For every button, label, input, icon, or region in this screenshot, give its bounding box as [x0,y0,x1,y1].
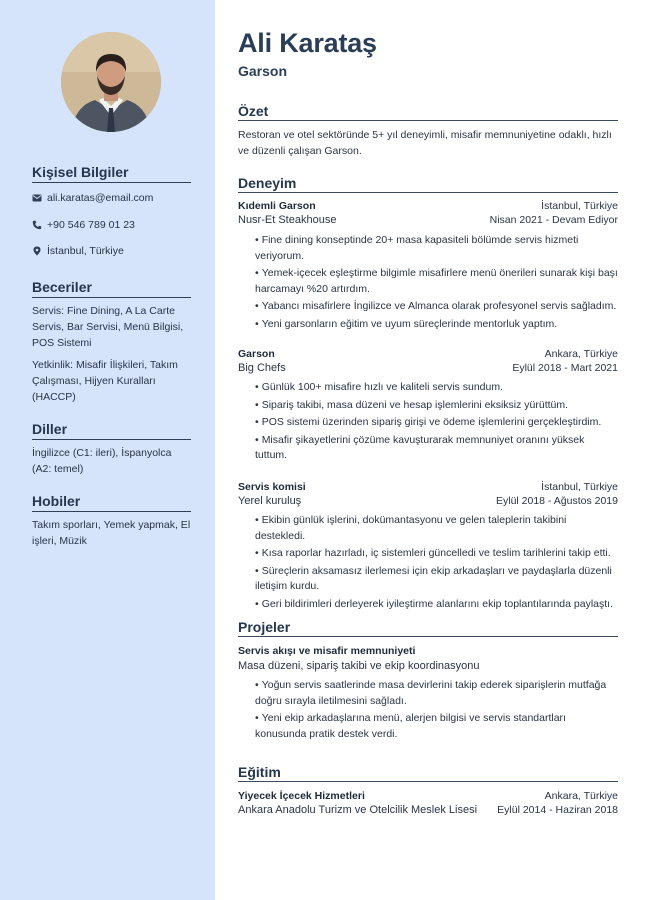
list-item: • Sipariş takibi, masa düzeni ve hesap işlemlerini eksiksiz yürüttüm. [255,398,569,411]
project-subtitle: Masa düzeni, sipariş takibi ve ekip koordinasyonu [238,660,480,672]
job-location: Ankara, Türkiye [544,348,618,360]
education-header [238,789,618,817]
hobbies-title: Hobiler [32,493,191,512]
job-dates: Eylül 2018 - Ağustos 2019 [495,495,618,507]
education-degree: Yiyecek İçecek Hizmetleri [238,790,365,802]
job-company: Yerel kuruluş [238,495,302,507]
skills-competence: Yetkinlik: Misafir İlişkileri, Takım Çalışması, Hijyen Kuralları (HACCP) [32,359,178,403]
job-position: Servis komisi [238,481,306,493]
person-name: Ali Karataş [238,28,377,58]
contact-location-row [32,244,191,258]
list-item: • Yeni garsonların eğitim ve uyum süreçlerinde mentorluk yaptım. [255,317,558,330]
skills-title: Beceriler [32,279,191,298]
list-item: • Yabancı misafirlere İngilizce ve Almanca olarak profesyonel servis sağladım. [255,300,617,312]
profile-photo [61,32,161,132]
contact-email-row [32,191,191,205]
job-bullets [255,233,618,334]
project-bullets [255,678,618,744]
hobbies-section [32,493,191,549]
envelope-icon [32,193,42,203]
project-header [238,644,618,673]
list-item: • Kısa raporlar hazırladı, iç sistemleri güncelledi ve teslim tarihlerini takip etti. [255,547,611,559]
personal-info-section [32,164,191,183]
list-item: • Ekibin günlük işlerini, dokümantasyonu ve gelen taleplerin takibini destekledi. [255,514,567,542]
list-item: • Geri bildirimleri derleyerek iyileştirme alanlarını ekip toplantılarında paylaştı. [255,597,614,610]
contact-phone-row [32,218,191,232]
phone-icon [32,220,42,230]
job-header [238,199,618,227]
phone-text[interactable]: +90 546 789 01 23 [47,219,135,231]
list-item: • Yoğun servis saatlerinde masa devirlerini takip ederek siparişlerin mutfağa doğru sırayla iletilmesini sağladı. [255,679,607,707]
list-item: • Yeni ekip arkadaşlarına menü, alerjen bilgisi ve servis standartları konusunda pratik destek verdi. [255,712,566,740]
skills-service: Servis: Fine Dining, A La Carte Servis, Bar Servisi, Menü Bilgisi, POS Sistemi [32,305,184,349]
person-role: Garson [238,63,288,79]
hobbies-text: Takım sporları, Yemek yapmak, El işleri, Müzik [32,519,191,547]
project-name: Servis akışı ve misafir memnuniyeti [238,645,416,657]
education-title: Eğitim [238,764,618,782]
location-text: İstanbul, Türkiye [47,245,124,257]
location-pin-icon [32,246,42,256]
experience-title: Deneyim [238,175,618,193]
list-item: • Fine dining konseptinde 20+ masa kapasiteli bölümde servis hizmeti veriyorum. [255,234,579,262]
list-item: • POS sistemi üzerinden sipariş girişi ve ödeme işlemlerini gerçekleştirdim. [255,416,602,428]
job-company: Big Chefs [238,362,286,374]
job-bullets [255,380,618,466]
summary-text: Restoran ve otel sektöründe 5+ yıl deneyimli, misafir memnuniyetine odaklı, hızlı ve düzenli çalışan Garson. [238,129,612,157]
personal-info-title: Kişisel Bilgiler [32,164,191,183]
languages-text: İngilizce (C1: ileri), İspanyolca (A2: temel) [32,447,172,475]
job-dates: Nisan 2021 - Devam Ediyor [489,214,618,226]
avatar [61,32,161,132]
education-dates: Eylül 2014 - Haziran 2018 [497,804,618,816]
job-position: Kıdemli Garson [238,200,316,212]
education-school: Ankara Anadolu Turizm ve Otelcilik Meslek Lisesi [238,804,478,816]
education-location: Ankara, Türkiye [544,790,618,802]
languages-section [32,421,191,477]
job-company: Nusr-Et Steakhouse [238,214,337,226]
list-item: • Misafir şikayetlerini çözüme kavuşturarak memnuniyet oranını yüksek tuttum. [255,433,585,461]
projects-title: Projeler [238,619,618,637]
job-header [238,347,618,375]
job-position: Garson [238,348,275,360]
skills-section [32,279,191,405]
job-location: İstanbul, Türkiye [541,481,618,493]
email-text[interactable]: ali.karatas@email.com [47,192,154,204]
list-item: • Süreçlerin aksamasız ilerlemesi için ekip arkadaşları ve paydaşlarla düzenli iletişim kurdu. [255,564,612,592]
job-header [238,480,618,508]
job-dates: Eylül 2018 - Mart 2021 [512,362,618,374]
list-item: • Günlük 100+ misafire hızlı ve kaliteli servis sundum. [255,381,503,393]
list-item: • Yemek-içecek eşleştirme bilgimle misafirlere menü önerileri sunarak kişi başı harcamayı %20 artırdım. [255,267,618,295]
summary-title: Özet [238,103,618,121]
languages-title: Diller [32,421,191,440]
job-bullets [255,513,618,614]
sidebar [0,0,215,900]
job-location: İstanbul, Türkiye [541,200,618,212]
